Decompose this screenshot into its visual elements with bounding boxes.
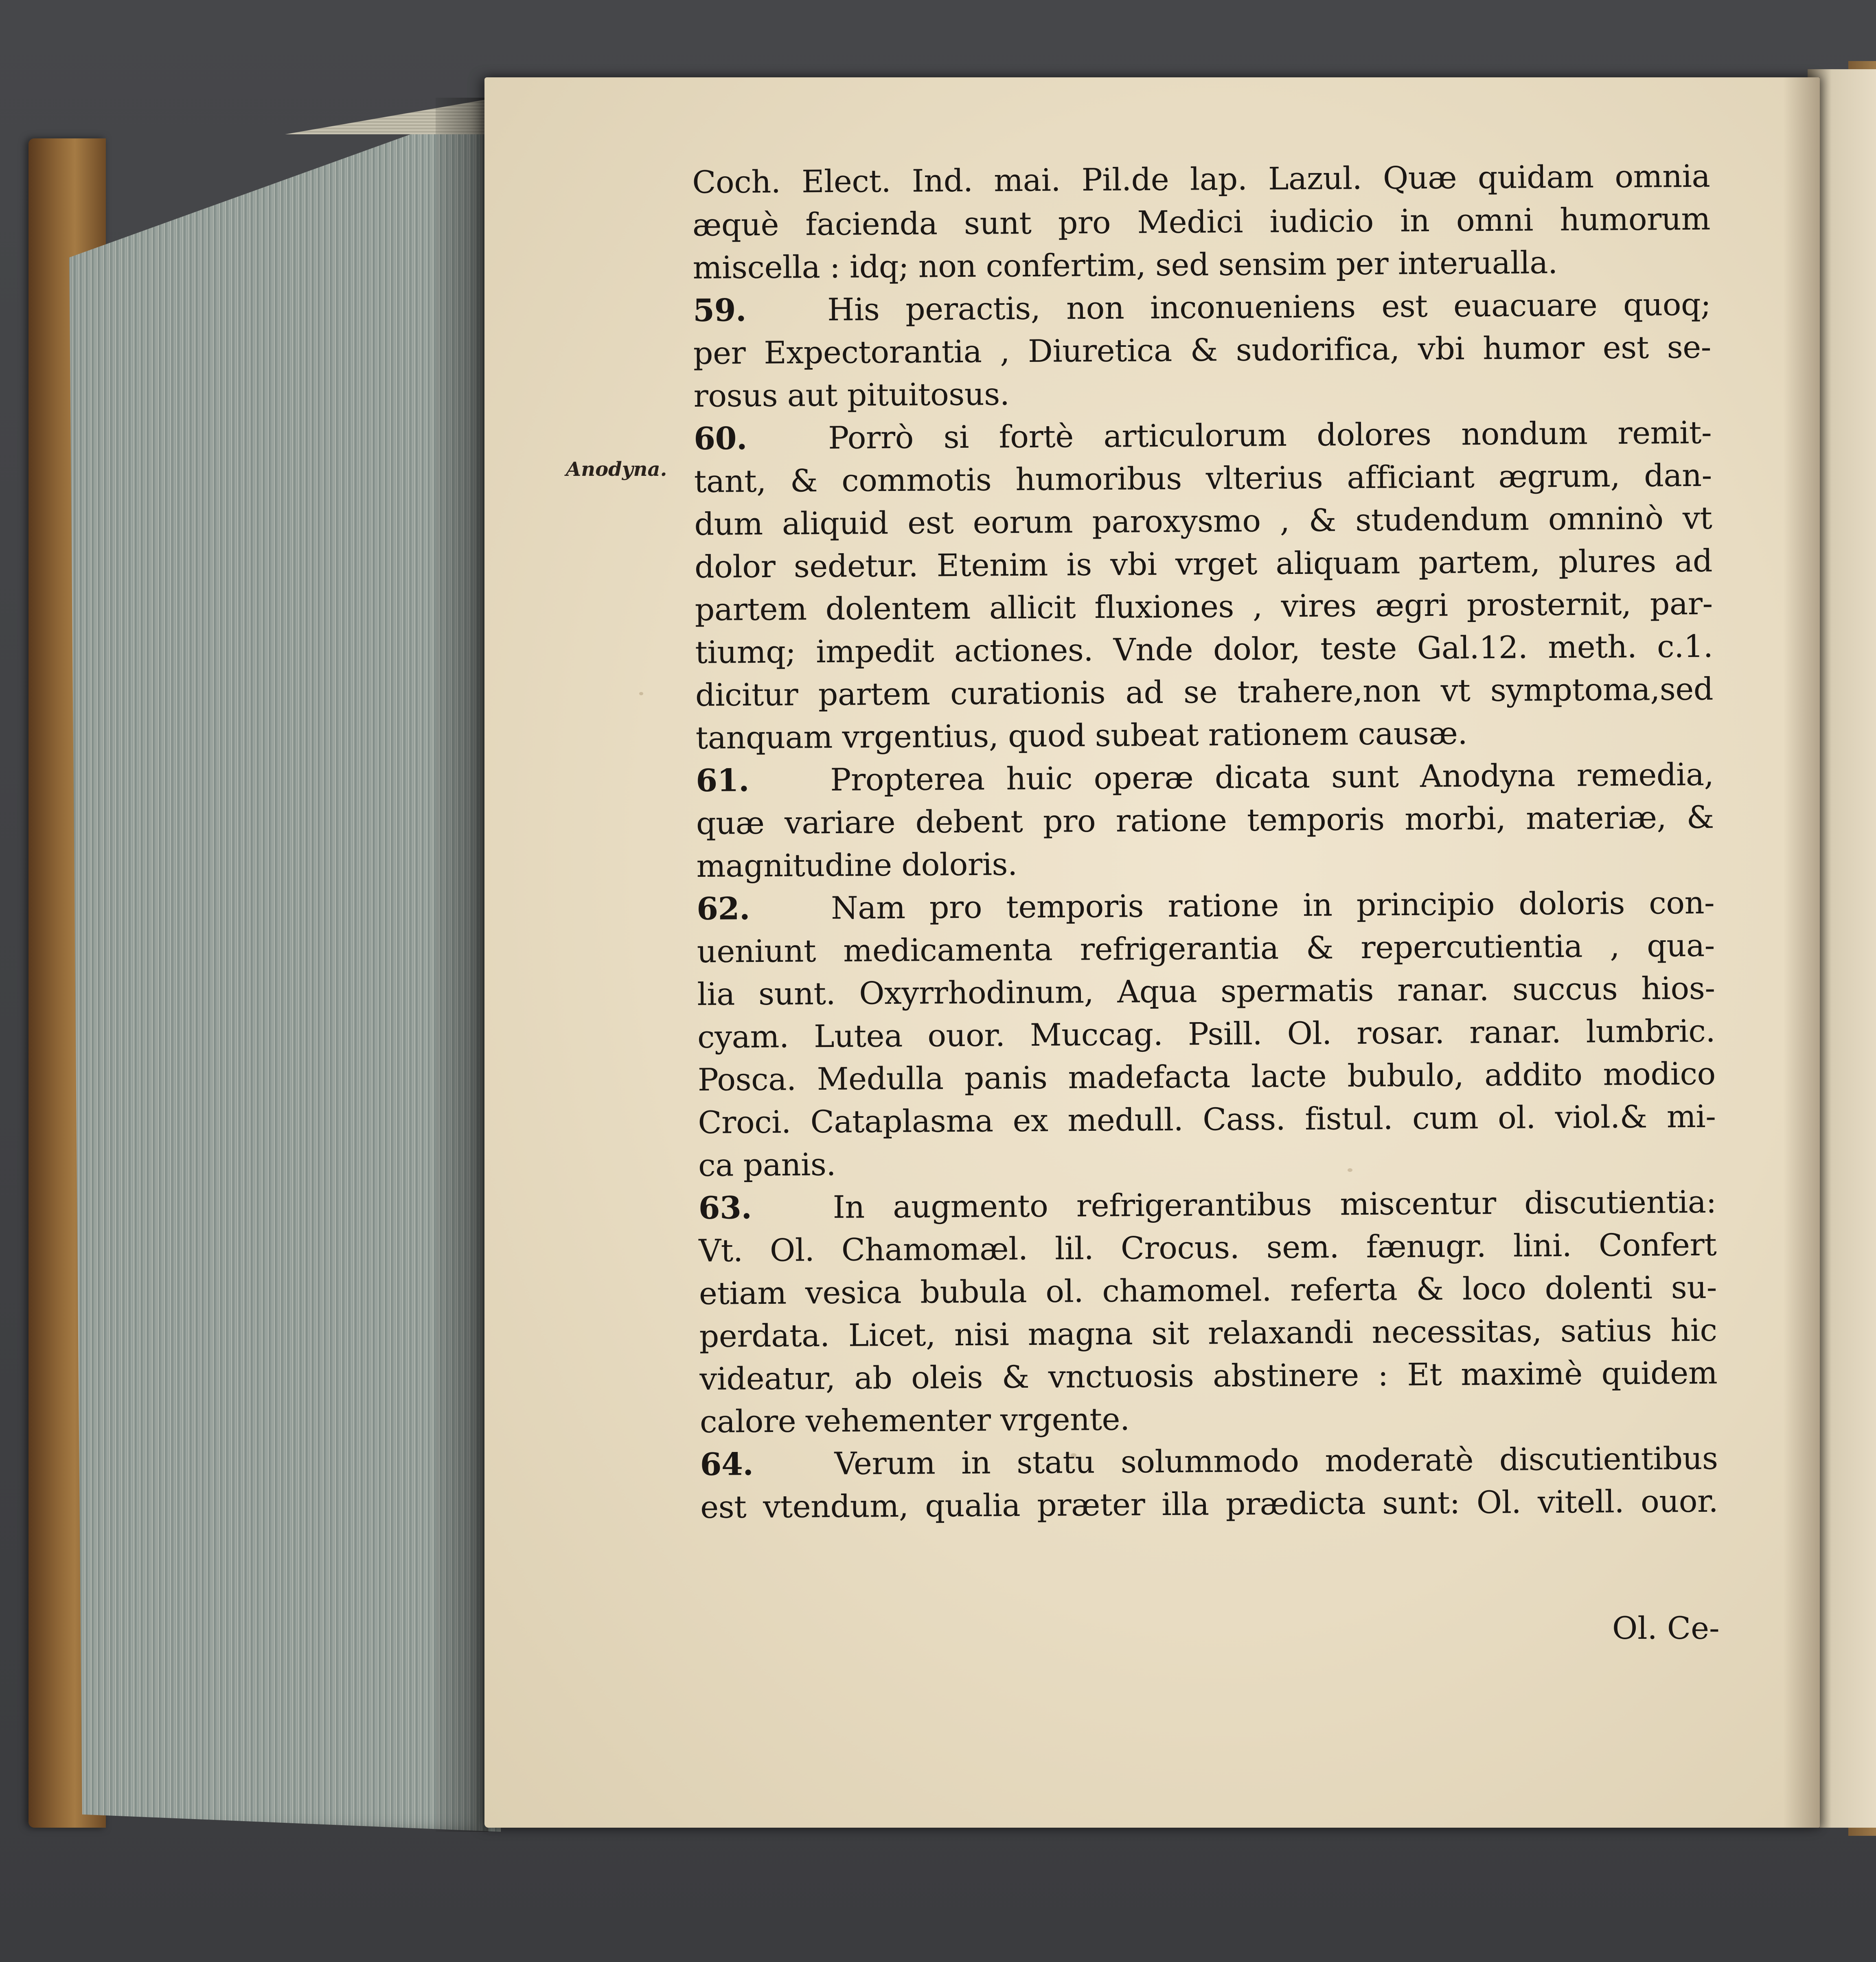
line-text: rosus aut pituitosus. [693,376,1010,414]
text-line [697,1052,1716,1101]
text-line [693,197,1711,246]
line-text: videatur, ab oleis & vnctuosis abstinere : Et maximè quidem [699,1354,1718,1397]
text-block [692,155,1718,1528]
line-text: quæ variare debent pro ratione temporis morbi, materiæ, & [696,799,1714,841]
text-line [698,1138,1716,1187]
text-line [700,1480,1718,1528]
paragraph-start-line [693,283,1711,332]
text-line [697,924,1715,973]
line-text: Verum in statu solummodo moderatè discutientibus [834,1440,1718,1482]
paragraph-number: 61. [696,762,750,799]
line-text: In augmento refrigerantibus miscentur discutientia: [833,1183,1716,1225]
text-line [695,710,1714,759]
text-line [692,155,1710,204]
text-line [699,1266,1717,1315]
text-line [695,539,1713,588]
paragraph-number: 59. [693,292,747,328]
text-line [695,625,1713,674]
line-text: cyam. Lutea ouor. Muccag. Psill. Ol. rosar. ranar. lumbric. [697,1012,1716,1055]
paragraph-start-line [697,881,1715,930]
line-text: miscella : idq; non confertim, sed sensim per interualla. [693,244,1558,286]
paragraph-start-line [698,1180,1716,1229]
line-text: Vt. Ol. Chamomæl. lil. Crocus. sem. fænugr. lini. Confert [699,1226,1717,1269]
line-text: Croci. Cataplasma ex medull. Cass. fistul. cum ol. viol.& mi- [698,1098,1716,1141]
text-line [696,839,1714,887]
paragraph-number: 62. [696,890,750,927]
line-text: est vtendum, qualia præter illa prædicta sunt: Ol. vitell. ouor. [700,1482,1718,1525]
line-text: calore vehementer vrgente. [699,1401,1130,1440]
line-text: dum aliquid est eorum paroxysmo , & studendum omninò vt [694,499,1712,542]
line-text: dolor sedetur. Etenim is vbi vrget aliquam partem, plures ad [694,542,1713,585]
catchword: Ol. Ce- [1612,1610,1720,1646]
line-text: dicitur partem curationis ad se trahere,non vt symptoma,sed [695,670,1714,713]
text-line [699,1223,1717,1272]
line-text: tiumq; impedit actiones. Vnde dolor, teste Gal.12. meth. c.1. [695,628,1713,670]
margin-note: Anodyna. [566,458,667,481]
paragraph-number: 64. [700,1446,754,1482]
line-text: per Expectorantia , Diuretica & sudorifica, vbi humor est se- [693,328,1712,371]
text-line [693,368,1712,417]
line-text: partem dolentem allicit fluxiones , vires ægri prosternit, par- [695,585,1713,628]
text-line [696,796,1714,845]
paragraph-number: 63. [698,1189,752,1226]
foxing-speck [639,692,643,695]
text-line [693,240,1711,289]
line-text: Nam pro temporis ratione in principio doloris con- [831,884,1715,926]
text-line [697,1009,1716,1058]
paragraph-start-line [694,411,1712,460]
line-text: Porrò si fortè articulorum dolores nondum remit- [828,414,1712,456]
line-text: Coch. Elect. Ind. mai. Pil.de lap. Lazul. Quæ quidam omnia [692,158,1710,200]
line-text: perdata. Licet, nisi magna sit relaxandi necessitas, satius hic [699,1312,1717,1354]
line-text: lia sunt. Oxyrrhodinum, Aqua spermatis ranar. succus hios- [697,970,1715,1012]
line-text: Propterea huic operæ dicata sunt Anodyna remedia, [830,756,1714,798]
page-edge-shadow [436,98,489,1832]
text-line [694,454,1712,503]
line-text: tanquam vrgentius, quod subeat rationem causæ. [695,715,1468,756]
paragraph-number: 60. [693,420,747,457]
line-text: His peractis, non inconueniens est euacuare quoq; [827,286,1711,328]
line-text: æquè facienda sunt pro Medici iudicio in omni humorum [692,200,1711,243]
text-line [695,668,1714,716]
line-text: ueniunt medicamenta refrigerantia & repercutientia , qua- [697,927,1715,970]
text-line [697,967,1715,1016]
text-line [693,326,1712,374]
line-text: tant, & commotis humoribus vlterius afficiant ægrum, dan- [694,457,1712,499]
text-line [695,582,1713,631]
line-text: magnitudine doloris. [696,846,1017,884]
text-line [699,1309,1717,1358]
text-line [700,1394,1718,1443]
text-line [699,1351,1718,1400]
text-line [694,497,1712,545]
line-text: Posca. Medulla panis madefacta lacte bubulo, addito modico [697,1055,1716,1098]
line-text: ca panis. [698,1146,836,1183]
text-line [698,1095,1716,1144]
paragraph-start-line [700,1437,1718,1486]
paragraph-start-line [696,753,1714,802]
line-text: etiam vesica bubula ol. chamomel. referta & loco dolenti su- [699,1269,1717,1312]
